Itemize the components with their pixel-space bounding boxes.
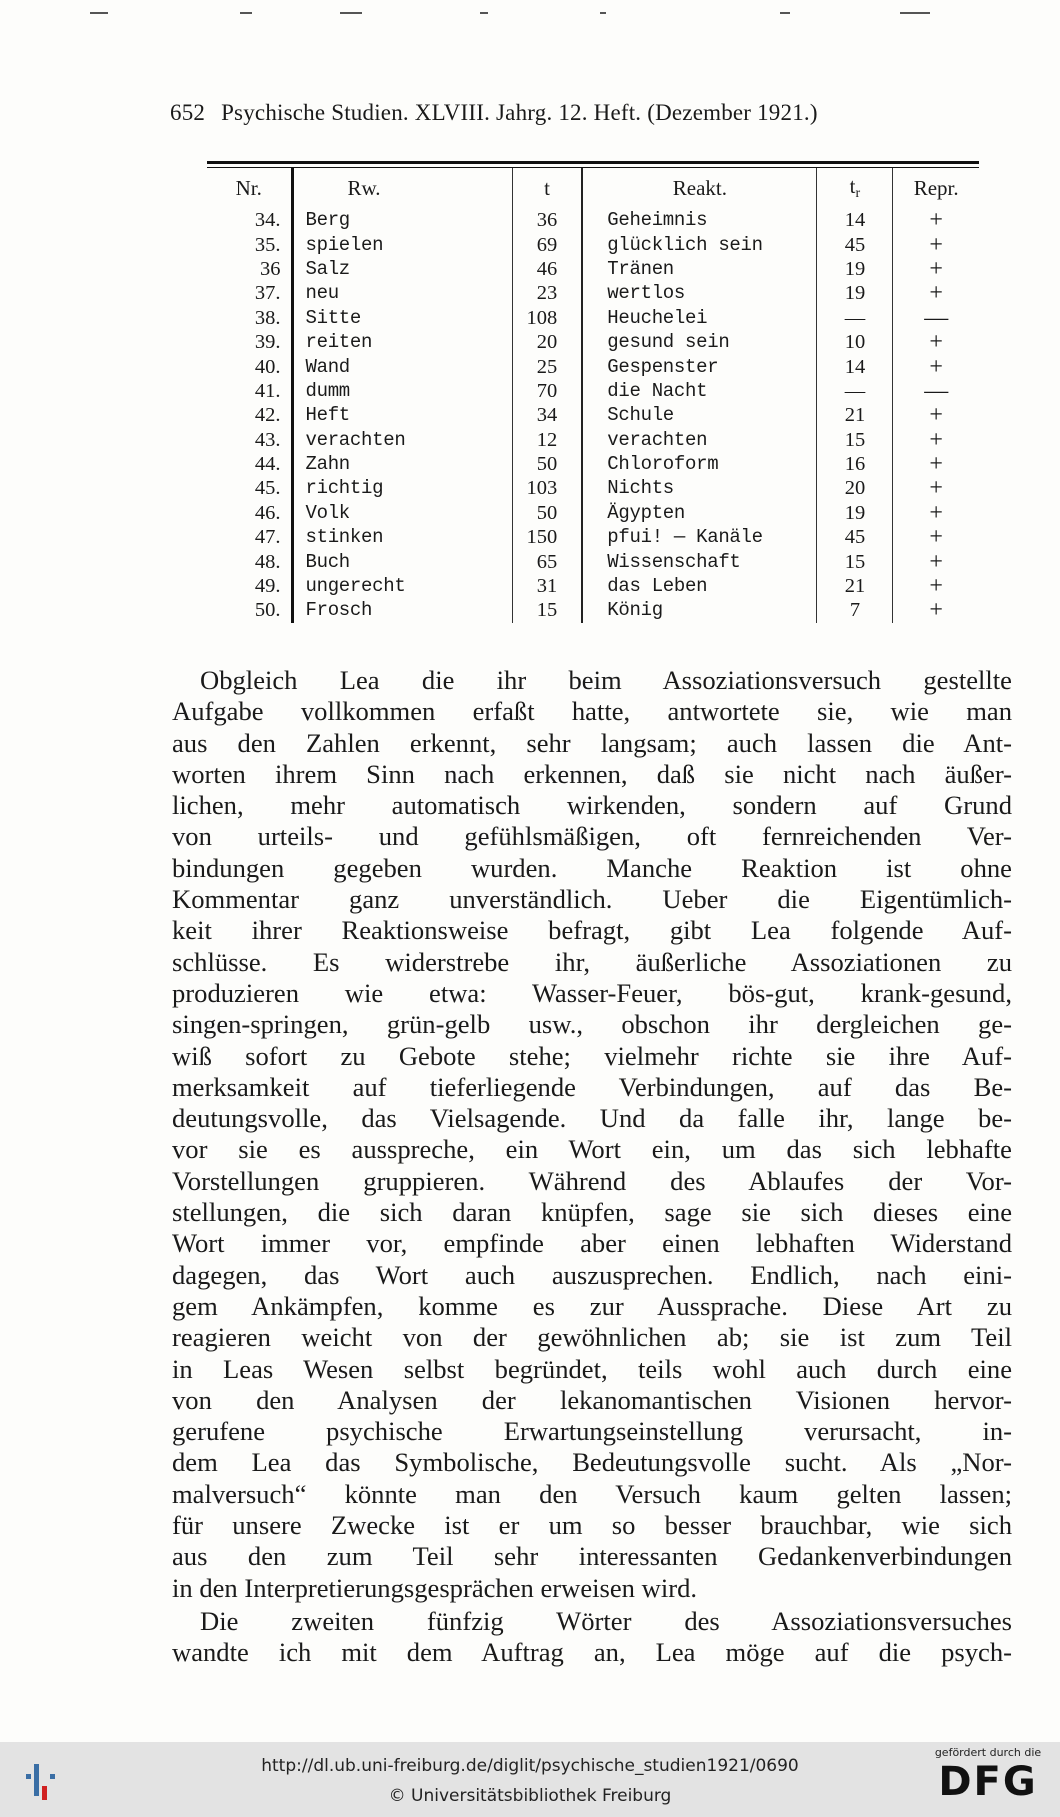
cell-reizwort: Zahn [292,452,512,476]
cell-tr: 16 [817,452,893,476]
text-line: in Leas Wesen selbst begründet, teils wohl auch durch eine [172,1353,1012,1384]
cell-t: 12 [512,428,582,452]
col-header-repr: Repr. [913,175,959,200]
cell-t: 108 [512,306,582,330]
cell-reizwort: richtig [292,476,512,500]
col-header-t: t [512,168,582,208]
cell-reaktion: Heuchelei [582,306,817,330]
cell-t: 23 [512,281,582,305]
cell-t: 15 [512,598,582,622]
cell-tr: 15 [817,428,893,452]
cell-tr: 7 [817,598,893,622]
cell-reaktion: Tränen [582,257,817,281]
text-line: wiß sofort zu Gebote stehe; vielmehr richte sie ihre Auf- [172,1040,1012,1071]
text-line: vor sie es ausspreche, ein Wort ein, um das sich lebhafte [172,1134,1012,1165]
text-line: worten ihrem Sinn nach erkennen, daß sie nicht nach äußer- [172,758,1012,789]
cell-t: 69 [512,232,582,256]
dfg-logo [928,1746,1048,1812]
cell-reizwort: Sitte [292,306,512,330]
association-table [207,161,979,623]
table-row [207,306,979,330]
cell-nr: 40. [207,354,292,378]
cell-t: 31 [512,574,582,598]
cell-repr: + [929,207,943,234]
footer-url-link[interactable]: http://dl.ub.uni-freiburg.de/diglit/psychische_studien1921/0690 [261,1756,799,1776]
cell-nr: 38. [207,306,292,330]
cell-tr: 21 [817,574,893,598]
cell-reaktion: Chloroform [582,452,817,476]
table-row [207,354,979,378]
cell-nr: 44. [207,452,292,476]
cell-nr: 43. [207,428,292,452]
cell-tr: 21 [817,403,893,427]
cell-t: 46 [512,257,582,281]
text-line: von den Analysen der lekanomantischen Visionen hervor- [172,1384,1012,1415]
col-header-reakt: Reakt. [582,168,817,208]
cell-tr: — [817,379,893,403]
paragraph-1 [172,665,1012,1604]
cell-reizwort: dumm [292,379,512,403]
cell-reizwort: stinken [292,525,512,549]
text-line: malversuch“ könnte man den Versuch kaum gelten lassen; [172,1478,1012,1509]
text-line: deutungsvolle, das Vielsagende. Und da falle ihr, lange be- [172,1103,1012,1134]
table-row [207,403,979,427]
cell-reaktion: Gespenster [582,354,817,378]
text-line: schlüsse. Es widerstrebe ihr, äußerliche Assoziationen zu [172,946,1012,977]
cell-reizwort: Berg [292,208,512,232]
text-line: lichen, mehr automatisch wirkenden, sondern auf Grund [172,790,1012,821]
cell-tr: 45 [817,232,893,256]
cell-reizwort: neu [292,281,512,305]
cell-nr: 39. [207,330,292,354]
cell-repr: + [929,451,943,478]
table-row [207,281,979,305]
cell-reaktion: König [582,598,817,622]
table-row [207,428,979,452]
page-number: 652 [170,100,206,125]
cell-reizwort: reiten [292,330,512,354]
cell-repr: — [924,377,949,404]
text-line: aus den zum Teil sehr interessanten Gedankenverbindungen [172,1541,1012,1572]
cell-reaktion: Ägypten [582,501,817,525]
cell-repr: + [929,573,943,600]
body-text [172,665,1012,1669]
cell-nr: 50. [207,598,292,622]
cell-tr: 15 [817,549,893,573]
text-line: Kommentar ganz unverständlich. Ueber die Eigentümlich- [172,884,1012,915]
cell-nr: 35. [207,232,292,256]
table-header-row [207,168,979,208]
table-row [207,257,979,281]
cell-reaktion: gesund sein [582,330,817,354]
cell-t: 103 [512,476,582,500]
paragraph-2 [172,1606,1012,1669]
cell-reizwort: Salz [292,257,512,281]
cell-nr: 46. [207,501,292,525]
cell-nr: 48. [207,549,292,573]
table-row [207,208,979,232]
dfg-funding-note: gefördert durch die [934,1746,1042,1759]
cell-tr: — [817,306,893,330]
col-header-tr-sub: r [855,186,861,201]
footer-bar [0,1742,1060,1817]
cell-repr: + [929,499,943,526]
col-header-tr [817,168,893,208]
cell-reizwort: Wand [292,354,512,378]
cell-t: 70 [512,379,582,403]
text-line: Aufgabe vollkommen erfaßt hatte, antwortete sie, wie man [172,696,1012,727]
cell-reaktion: Nichts [582,476,817,500]
cell-t: 34 [512,403,582,427]
cell-reizwort: verachten [292,428,512,452]
running-header [170,100,960,126]
table-row [207,379,979,403]
table-row [207,525,979,549]
cell-repr: + [929,426,943,453]
cell-reizwort: Buch [292,549,512,573]
cell-reizwort: Volk [292,501,512,525]
col-header-tr-base: t [849,174,856,198]
cell-tr: 45 [817,525,893,549]
dfg-wordmark: DFG [938,1759,1038,1805]
cell-tr: 19 [817,257,893,281]
cell-repr: — [924,304,949,331]
cell-repr: + [929,255,943,282]
cell-tr: 19 [817,281,893,305]
cell-nr: 36 [207,257,292,281]
cell-reaktion: Geheimnis [582,208,817,232]
table-row [207,501,979,525]
cell-tr: 20 [817,476,893,500]
cell-t: 20 [512,330,582,354]
cell-reaktion: wertlos [582,281,817,305]
text-line: gerufene psychische Erwartungseinstellung verursacht, in- [172,1416,1012,1447]
text-line: stellungen, die sich daran knüpfen, sage sie sich dieses eine [172,1197,1012,1228]
cell-repr: + [929,329,943,356]
cell-t: 36 [512,208,582,232]
cell-reaktion: das Leben [582,574,817,598]
cell-reaktion: verachten [582,428,817,452]
cell-nr: 49. [207,574,292,598]
table-row [207,598,979,622]
text-line: reagieren weicht von der gewöhnlichen ab; sie ist zum Teil [172,1322,1012,1353]
cell-tr: 14 [817,354,893,378]
cell-repr: + [929,597,943,624]
text-line: in den Interpretierungsgesprächen erweisen wird. [172,1572,698,1603]
cell-repr: + [929,524,943,551]
cell-tr: 10 [817,330,893,354]
text-line: dem Lea das Symbolische, Bedeutungsvolle sucht. Als „Nor- [172,1447,1012,1478]
cell-repr: + [929,548,943,575]
cell-reaktion: Schule [582,403,817,427]
cell-t: 150 [512,525,582,549]
col-header-nr: Nr. [207,168,292,208]
cell-repr: + [929,280,943,307]
text-line: singen-springen, grün-gelb usw., obschon ihr dergleichen ge- [172,1009,1012,1040]
cell-nr: 47. [207,525,292,549]
table-row [207,452,979,476]
scan-artifacts [80,6,980,26]
cell-reizwort: Frosch [292,598,512,622]
cell-repr: + [929,353,943,380]
table-row [207,574,979,598]
cell-repr: + [929,231,943,258]
table-body [207,208,979,623]
col-header-rw: Rw. [292,168,512,208]
text-line: Obgleich Lea die ihr beim Assoziationsversuch gestellte [200,665,1012,695]
cell-t: 65 [512,549,582,573]
text-line: gem Ankämpfen, komme es zur Aussprache. Diese Art zu [172,1290,1012,1321]
text-line: Wort immer vor, empfinde aber einen lebhaften Widerstand [172,1228,1012,1259]
text-line: für unsere Zwecke ist er um so besser brauchbar, wie sich [172,1510,1012,1541]
cell-reaktion: Wissenschaft [582,549,817,573]
cell-reaktion: pfui! — Kanäle [582,525,817,549]
text-line: wandte ich mit dem Auftrag an, Lea möge auf die psych- [172,1637,1012,1668]
table-row [207,232,979,256]
cell-tr: 19 [817,501,893,525]
footer-copyright: © Universitätsbibliothek Freiburg [388,1786,672,1806]
cell-repr: + [929,475,943,502]
cell-t: 25 [512,354,582,378]
cell-nr: 37. [207,281,292,305]
text-line: dagegen, das Wort auch auszusprechen. Endlich, nach eini- [172,1259,1012,1290]
cell-tr: 14 [817,208,893,232]
cell-nr: 45. [207,476,292,500]
cell-reizwort: spielen [292,232,512,256]
running-title: Psychische Studien. XLVIII. Jahrg. 12. Heft. (Dezember 1921.) [221,100,818,125]
text-line: merksamkeit auf tieferliegende Verbindungen, auf das Be- [172,1071,1012,1102]
text-line: keit ihrer Reaktionsweise befragt, gibt Lea folgende Auf- [172,915,1012,946]
cell-t: 50 [512,452,582,476]
cell-nr: 34. [207,208,292,232]
text-line: von urteils- und gefühlsmäßigen, oft fernreichenden Ver- [172,821,1012,852]
table-row [207,549,979,573]
cell-nr: 42. [207,403,292,427]
table-row [207,330,979,354]
table-top-rule [207,161,979,168]
cell-repr: + [929,402,943,429]
cell-nr: 41. [207,379,292,403]
text-line: Vorstellungen gruppieren. Während des Ablaufes der Vor- [172,1165,1012,1196]
text-line: bindungen gegeben wurden. Manche Reaktion ist ohne [172,852,1012,883]
cell-reizwort: ungerecht [292,574,512,598]
text-line: produzieren wie etwa: Wasser-Feuer, bös-gut, krank-gesund, [172,977,1012,1008]
cell-reaktion: glücklich sein [582,232,817,256]
text-line: Die zweiten fünfzig Wörter des Assoziationsversuches [200,1605,1012,1636]
table-row [207,476,979,500]
cell-reizwort: Heft [292,403,512,427]
cell-t: 50 [512,501,582,525]
text-line: aus den Zahlen erkennt, sehr langsam; auch lassen die Ant- [172,727,1012,758]
cell-reaktion: die Nacht [582,379,817,403]
